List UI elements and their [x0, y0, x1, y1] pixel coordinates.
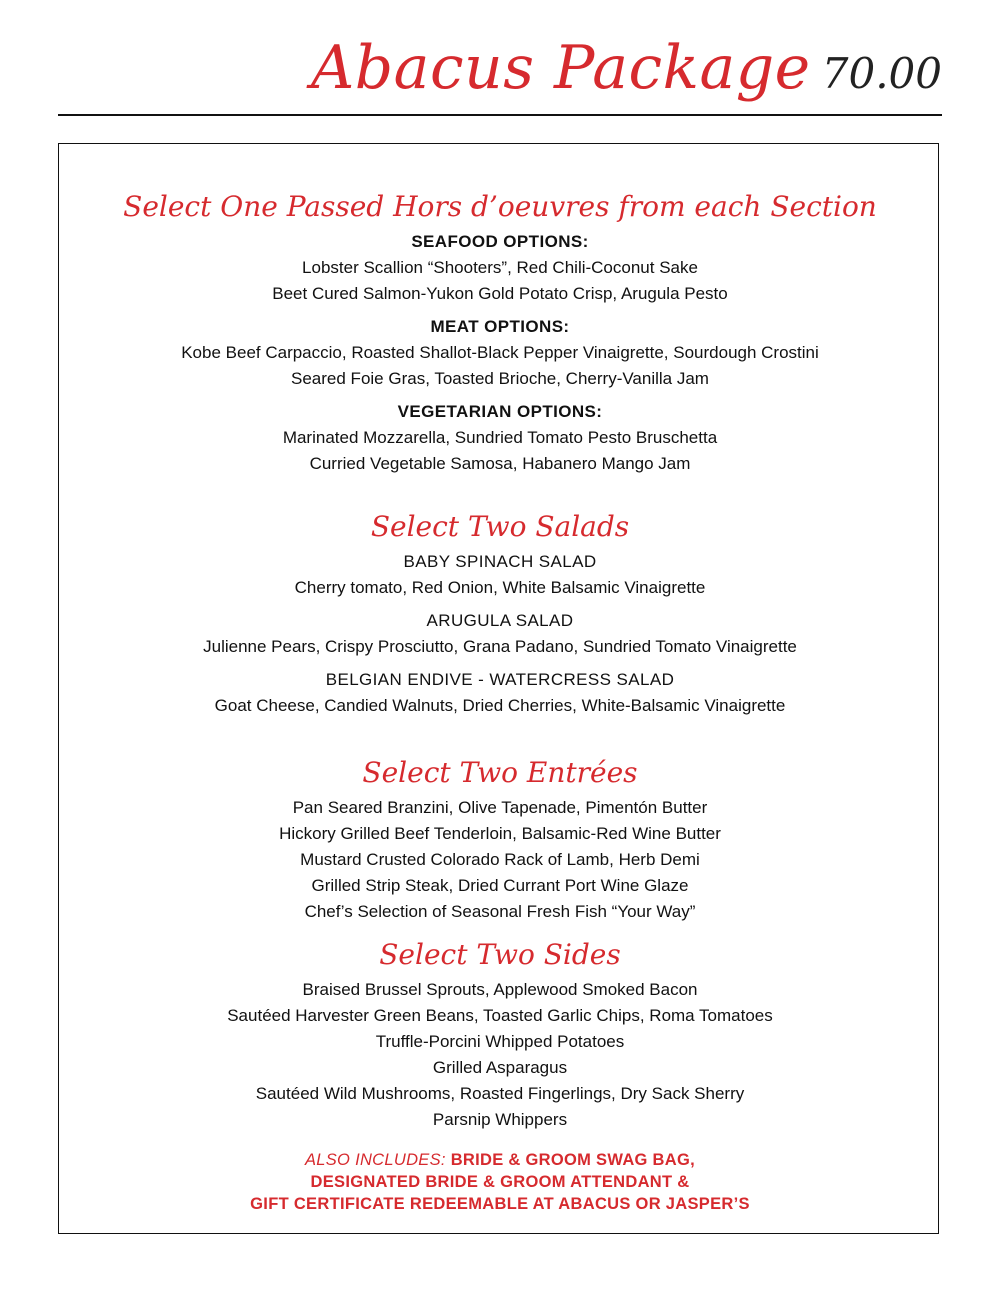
salad-item	[58, 608, 942, 660]
hors-doeuvres-title: Select One Passed Hors d’oeuvres from each Section	[123, 190, 877, 223]
menu-item: Beet Cured Salmon-Yukon Gold Potato Crisp, Arugula Pesto	[272, 284, 728, 303]
salad-name: ARUGULA SALAD	[426, 611, 574, 630]
entrees-title: Select Two Entrées	[362, 756, 638, 789]
also-includes-label: ALSO INCLUDES:	[304, 1151, 446, 1169]
menu-item: Lobster Scallion “Shooters”, Red Chili-Coconut Sake	[302, 258, 698, 277]
entree-item: Mustard Crusted Colorado Rack of Lamb, Herb Demi	[300, 850, 700, 869]
salads-title: Select Two Salads	[370, 510, 630, 543]
salad-description: Julienne Pears, Crispy Prosciutto, Grana Padano, Sundried Tomato Vinaigrette	[203, 637, 797, 656]
entrees-list	[58, 795, 942, 925]
footer-line	[58, 1149, 942, 1171]
menu-item: Seared Foie Gras, Toasted Brioche, Cherry-Vanilla Jam	[291, 369, 709, 388]
sides-list	[58, 977, 942, 1133]
salad-name: BABY SPINACH SALAD	[403, 552, 597, 571]
side-item: Sautéed Wild Mushrooms, Roasted Fingerlings, Dry Sack Sherry	[255, 1084, 745, 1103]
package-price: 70.00	[821, 49, 942, 98]
menu-content	[58, 185, 942, 1215]
footer-line-3: GIFT CERTIFICATE REDEEMABLE AT ABACUS OR JASPER’S	[250, 1195, 750, 1213]
seafood-options	[58, 229, 942, 307]
menu-item: Kobe Beef Carpaccio, Roasted Shallot-Black Pepper Vinaigrette, Sourdough Crostini	[181, 343, 819, 362]
menu-item: Curried Vegetable Samosa, Habanero Mango Jam	[309, 454, 691, 473]
menu-item: Marinated Mozzarella, Sundried Tomato Pesto Bruschetta	[282, 428, 718, 447]
salad-item	[58, 549, 942, 601]
meat-options	[58, 314, 942, 392]
footer-line-1: BRIDE & GROOM SWAG BAG,	[450, 1151, 696, 1169]
salad-item	[58, 667, 942, 719]
side-item: Sautéed Harvester Green Beans, Toasted Garlic Chips, Roma Tomatoes	[227, 1006, 773, 1025]
meat-heading: MEAT OPTIONS:	[430, 317, 570, 336]
header-divider	[58, 114, 942, 116]
vegetarian-heading: VEGETARIAN OPTIONS:	[397, 402, 603, 421]
side-item: Grilled Asparagus	[432, 1058, 568, 1077]
vegetarian-options	[58, 399, 942, 477]
salad-description: Goat Cheese, Candied Walnuts, Dried Cherries, White-Balsamic Vinaigrette	[214, 696, 786, 715]
entree-item: Chef’s Selection of Seasonal Fresh Fish “Your Way”	[304, 902, 696, 921]
package-name: Abacus Package	[310, 33, 811, 103]
side-item: Braised Brussel Sprouts, Applewood Smoked Bacon	[302, 980, 698, 999]
sides-title: Select Two Sides	[379, 938, 621, 971]
side-item: Parsnip Whippers	[432, 1110, 568, 1129]
side-item: Truffle-Porcini Whipped Potatoes	[375, 1032, 625, 1051]
entree-item: Hickory Grilled Beef Tenderloin, Balsamic-Red Wine Butter	[279, 824, 721, 843]
seafood-heading: SEAFOOD OPTIONS:	[411, 232, 589, 251]
package-title	[311, 28, 942, 108]
footer-line-2: DESIGNATED BRIDE & GROOM ATTENDANT &	[310, 1173, 690, 1191]
also-includes-note	[58, 1149, 942, 1215]
salad-name: BELGIAN ENDIVE - WATERCRESS SALAD	[325, 670, 675, 689]
entree-item: Grilled Strip Steak, Dried Currant Port Wine Glaze	[311, 876, 689, 895]
salad-description: Cherry tomato, Red Onion, White Balsamic Vinaigrette	[294, 578, 706, 597]
entree-item: Pan Seared Branzini, Olive Tapenade, Pimentón Butter	[292, 798, 708, 817]
